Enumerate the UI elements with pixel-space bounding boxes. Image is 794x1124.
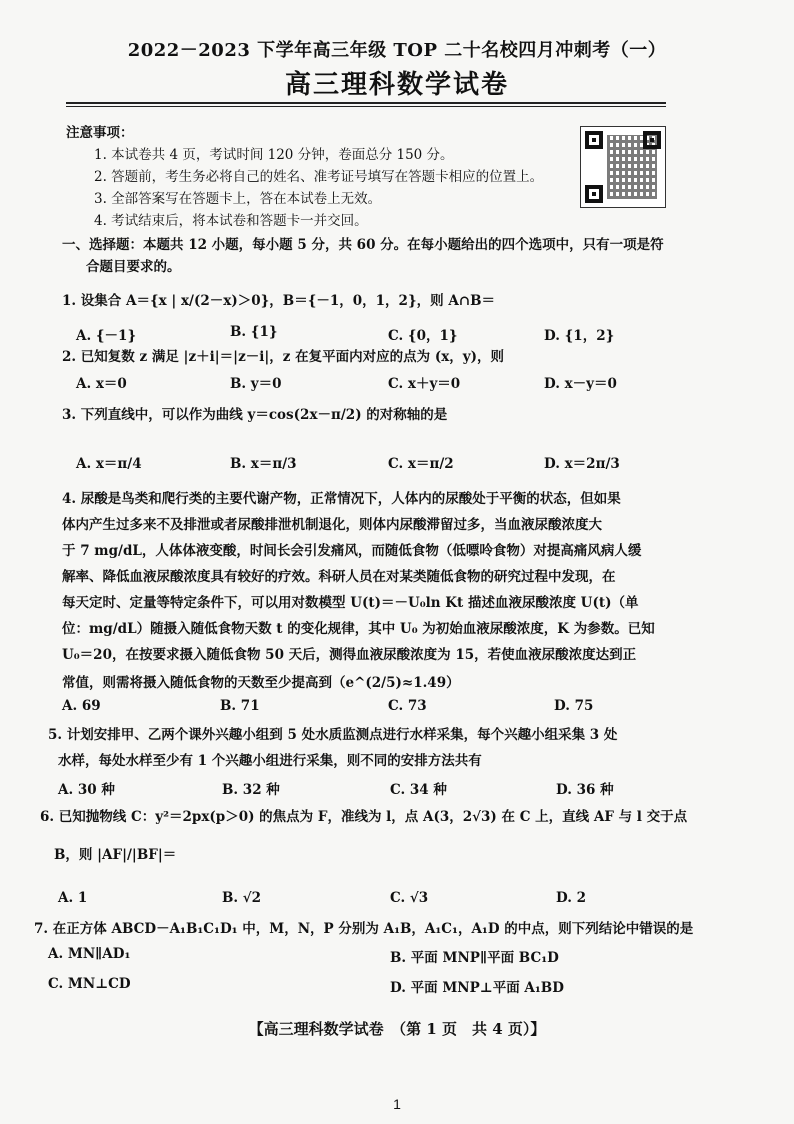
question-5-stem-line: 水样，每处水样至少有 1 个兴趣小组进行采集，则不同的安排方法共有	[58, 753, 482, 769]
question-5-option-c: C. 34 种	[390, 782, 447, 798]
question-4-stem-line: 4. 尿酸是鸟类和爬行类的主要代谢产物，正常情况下，人体内的尿酸处于平衡的状态，但如果	[62, 491, 621, 507]
question-1-option-a: A. {－1}	[76, 328, 137, 344]
question-4-stem-line: 每天定时、定量等特定条件下，可以用对数模型 U(t)＝－U₀ln Kt 描述血液尿酸浓度 U(t)（单	[62, 595, 639, 611]
question-7-stem: 7. 在正方体 ABCD－A₁B₁C₁D₁ 中，M，N，P 分别为 A₁B，A₁C₁，A₁D 的中点，则下列结论中错误的是	[34, 921, 694, 937]
question-1-option-b: B. {1}	[230, 324, 278, 340]
header-divider-thin	[66, 106, 666, 107]
question-7-option-a: A. MN∥AD₁	[48, 946, 131, 962]
question-6-option-d: D. 2	[556, 890, 587, 906]
question-2-stem: 2. 已知复数 z 满足 |z＋i|＝|z－i|，z 在复平面内对应的点为 (x，y)，则	[62, 349, 505, 365]
question-5-option-b: B. 32 种	[222, 782, 280, 798]
question-3-option-c: C. x＝π/2	[388, 456, 454, 472]
question-3-option-a: A. x＝π/4	[76, 456, 142, 472]
question-5-option-d: D. 36 种	[556, 782, 614, 798]
section-heading-cont: 合题目要求的。	[86, 259, 181, 275]
question-2-option-c: C. x＋y＝0	[388, 376, 461, 392]
notice-title: 注意事项：	[66, 125, 134, 141]
question-1-option-c: C. {0，1}	[388, 328, 458, 344]
question-4-option-a: A. 69	[62, 698, 101, 714]
page-footer: 【高三理科数学试卷 （第 1 页 共 4 页）】	[248, 1020, 546, 1038]
question-1-stem: 1. 设集合 A＝{x | x/(2－x)＞0}，B＝{－1，0，1，2}，则 A∩B＝	[62, 293, 496, 309]
question-5-stem-line: 5. 计划安排甲、乙两个课外兴趣小组到 5 处水质监测点进行水样采集，每个兴趣小组采集 3 处	[48, 727, 618, 743]
question-7-option-b: B. 平面 MNP∥平面 BC₁D	[390, 950, 559, 966]
question-3-stem: 3. 下列直线中，可以作为曲线 y＝cos(2x－π/2) 的对称轴的是	[62, 407, 448, 423]
question-1-option-d: D. {1，2}	[544, 328, 615, 344]
question-2-option-a: A. x＝0	[76, 376, 127, 392]
question-3-option-d: D. x＝2π/3	[544, 456, 620, 472]
qr-finder-top-left	[585, 131, 603, 149]
question-4-stem-line: 体内产生过多来不及排泄或者尿酸排泄机制退化，则体内尿酸滞留过多，当血液尿酸浓度大	[62, 517, 602, 533]
question-7-option-d: D. 平面 MNP⊥平面 A₁BD	[390, 980, 564, 996]
question-4-stem-line: 解率、降低血液尿酸浓度具有较好的疗效。科研人员在对某类随低食物的研究过程中发现，在	[62, 569, 616, 585]
question-6-option-a: A. 1	[58, 890, 88, 906]
question-4-stem-line: 位：mg/dL）随摄入随低食物天数 t 的变化规律，其中 U₀ 为初始血液尿酸浓度，K 为参数。已知	[62, 621, 655, 637]
notice-item: 4. 考试结束后，将本试卷和答题卡一并交回。	[94, 213, 368, 229]
question-3-option-b: B. x＝π/3	[230, 456, 297, 472]
exam-subject-title: 高三理科数学试卷	[284, 70, 509, 100]
question-4-option-c: C. 73	[388, 698, 427, 714]
question-6-option-b: B. √2	[222, 890, 262, 906]
question-4-option-d: D. 75	[554, 698, 594, 714]
question-6-option-c: C. √3	[390, 890, 429, 906]
question-2-option-d: D. x－y＝0	[544, 376, 617, 392]
notice-item: 2. 答题前，考生务必将自己的姓名、准考证号填写在答题卡相应的位置上。	[94, 169, 544, 185]
question-5-option-a: A. 30 种	[58, 782, 115, 798]
section-heading: 一、选择题：本题共 12 小题，每小题 5 分，共 60 分。在每小题给出的四个选项中，只有一项是符	[62, 237, 664, 253]
header-divider	[66, 102, 666, 104]
question-7-option-c: C. MN⊥CD	[48, 976, 131, 992]
question-6-stem-line: 6. 已知抛物线 C：y²＝2px(p＞0) 的焦点为 F，准线为 l，点 A(3，2√3) 在 C 上，直线 AF 与 l 交于点	[40, 809, 688, 825]
exam-series-title: 2022－2023 下学年高三年级 TOP 二十名校四月冲刺考（一）	[127, 40, 667, 61]
qr-modules	[607, 135, 657, 199]
question-4-stem-line: 于 7 mg/dL，人体体液变酸，时间长会引发痛风，而随低食物（低嘌呤食物）对提高痛风病人缓	[62, 543, 642, 559]
qr-code-icon	[580, 126, 666, 208]
question-6-stem-line: B，则 |AF|/|BF|＝	[54, 847, 177, 863]
question-4-stem-line: U₀＝20，在按要求摄入随低食物 50 天后，测得血液尿酸浓度为 15，若使血液尿酸浓度达到正	[62, 647, 637, 663]
notice-item: 3. 全部答案写在答题卡上，答在本试卷上无效。	[94, 191, 382, 207]
notice-item: 1. 本试卷共 4 页，考试时间 120 分钟，卷面总分 150 分。	[94, 147, 454, 163]
question-2-option-b: B. y＝0	[230, 376, 282, 392]
question-4-option-b: B. 71	[220, 698, 260, 714]
qr-finder-bottom-left	[585, 185, 603, 203]
page-number: 1	[393, 1096, 401, 1112]
question-4-stem-line: 常值，则需将摄入随低食物的天数至少提高到（e^(2/5)≈1.49）	[62, 675, 460, 691]
